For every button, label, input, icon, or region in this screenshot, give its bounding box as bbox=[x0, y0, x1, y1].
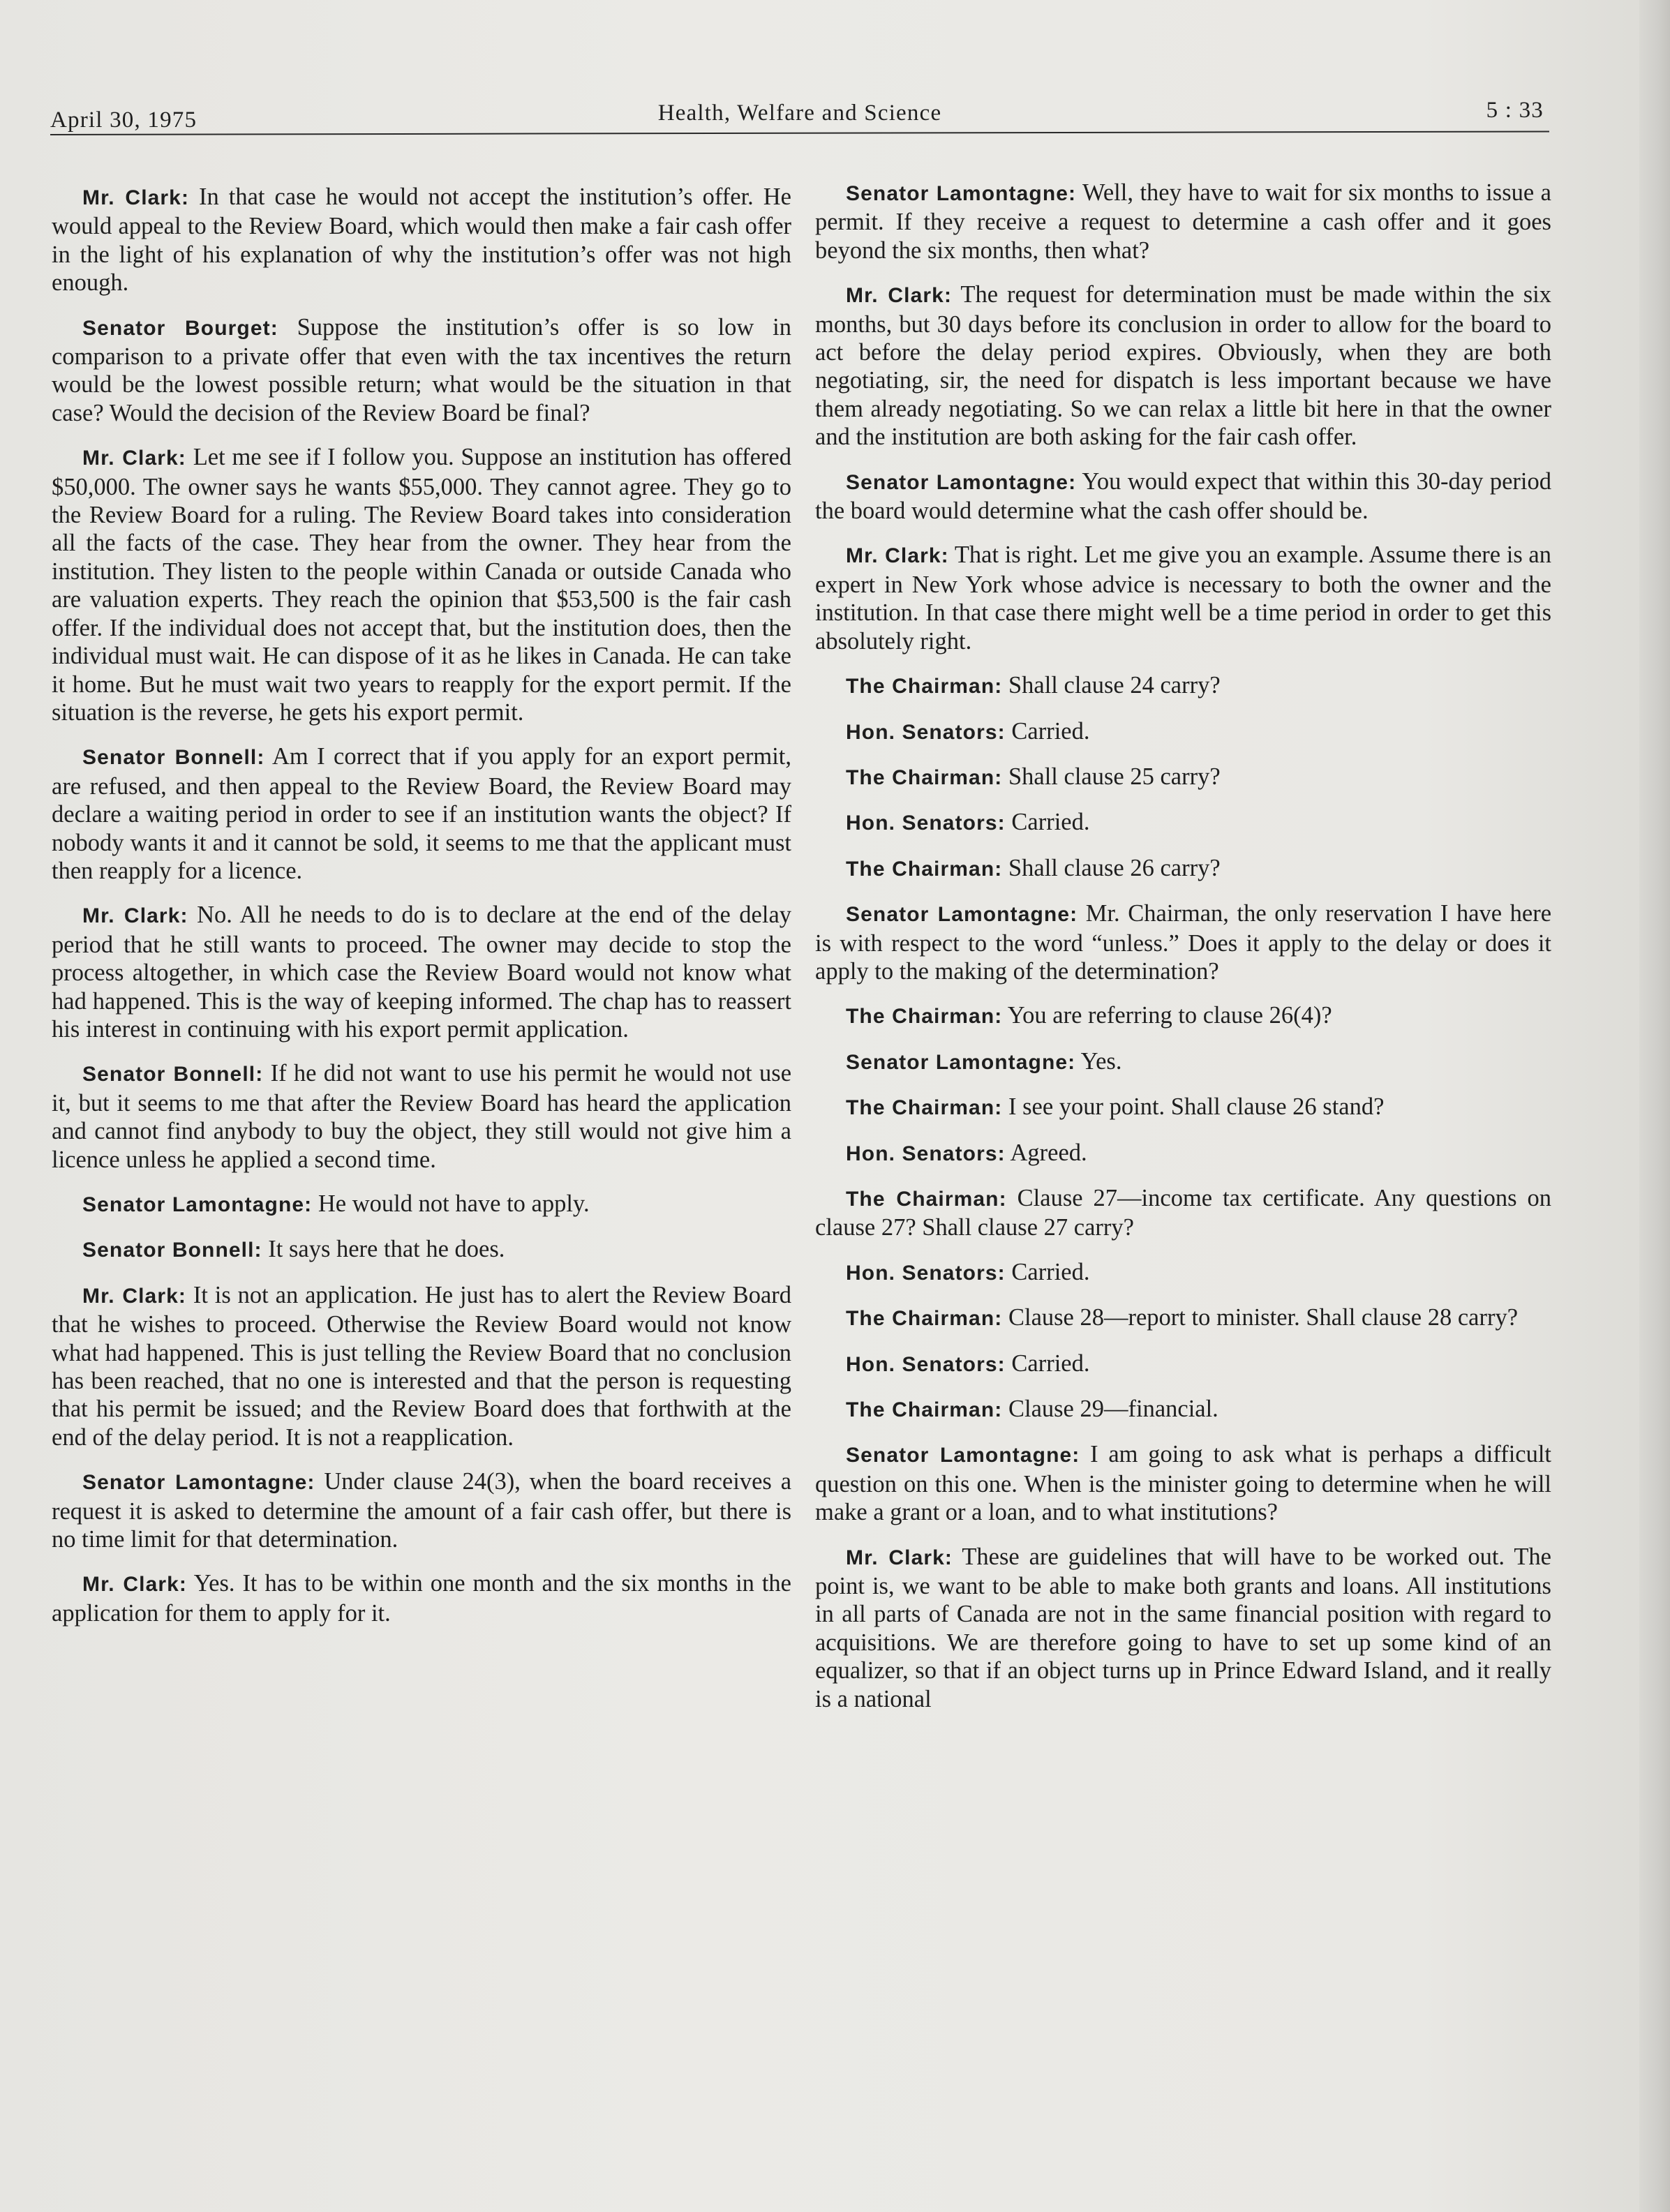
header-title: Health, Welfare and Science bbox=[657, 100, 942, 126]
transcript-paragraph bbox=[52, 1281, 791, 1451]
speech-text: It says here that he does. bbox=[268, 1236, 505, 1263]
speaker-name: Senator Lamontagne: bbox=[846, 1444, 1080, 1467]
speaker-name: The Chairman: bbox=[846, 765, 1003, 789]
header-date: April 30, 1975 bbox=[50, 107, 197, 133]
speaker-name: Mr. Clark: bbox=[82, 186, 190, 209]
speech-text: Carried. bbox=[1011, 717, 1090, 745]
transcript-paragraph bbox=[815, 808, 1551, 837]
transcript-paragraph bbox=[815, 1258, 1551, 1287]
speech-text: Am I correct that if you apply for an export permit, are refused, and then appeal to the Review Board, the Review Board may declare a waiting period in order to see if an institution wants the object? If nobody wants it and it cannot be sold, it seems to me that the applicant must then reapply for a licence. bbox=[52, 743, 791, 884]
transcript-paragraph bbox=[815, 1047, 1551, 1077]
transcript-paragraph bbox=[815, 179, 1551, 264]
transcript-paragraph bbox=[815, 1440, 1551, 1526]
transcript-paragraph bbox=[52, 901, 791, 1043]
transcript-paragraph bbox=[815, 1303, 1551, 1333]
speaker-name: Senator Bourget: bbox=[82, 316, 278, 340]
speech-text: In that case he would not accept the institution’s offer. He would appeal to the Review Board, which would then make a fair cash offer in the light of his explanation of why the institution’s offer was not high enough. bbox=[52, 184, 791, 297]
speech-text: He would not have to apply. bbox=[318, 1190, 590, 1217]
transcript-paragraph bbox=[815, 281, 1551, 451]
speech-text: Clause 28—report to minister. Shall clause 28 carry? bbox=[1008, 1304, 1519, 1331]
speech-text: Shall clause 25 carry? bbox=[1008, 763, 1221, 790]
speech-text: Mr. Chairman, the only reservation I have here is with respect to the word “unless.” Does it apply to the delay or does it apply to the making of the determination? bbox=[815, 900, 1552, 985]
speech-text: Clause 27—income tax certificate. Any questions on clause 27? Shall clause 27 carry? bbox=[815, 1184, 1551, 1241]
speaker-name: The Chairman: bbox=[846, 675, 1003, 698]
speaker-name: The Chairman: bbox=[846, 1187, 1007, 1211]
speaker-name: Mr. Clark: bbox=[82, 1284, 186, 1308]
speaker-name: Senator Lamontagne: bbox=[82, 1193, 313, 1216]
speaker-name: Hon. Senators: bbox=[846, 720, 1006, 744]
transcript-paragraph bbox=[52, 1467, 791, 1553]
speech-text: Carried. bbox=[1011, 809, 1090, 836]
speaker-name: The Chairman: bbox=[846, 1096, 1003, 1120]
transcript-paragraph bbox=[52, 313, 791, 428]
speaker-name: Mr. Clark: bbox=[846, 284, 953, 308]
speech-text: No. All he needs to do is to declare at the end of the delay period that he still wants to proceed. The owner may decide to stop the process altogether, in which case the Review Board would not know what had happened. This is the way of keeping informed. The chap has to reassert his interest in continuing with his export permit application. bbox=[52, 902, 792, 1043]
speech-text: Carried. bbox=[1011, 1258, 1090, 1285]
speaker-name: Senator Bonnell: bbox=[82, 746, 265, 770]
speech-text: Yes. bbox=[1080, 1047, 1122, 1075]
transcript-paragraph bbox=[815, 1350, 1551, 1379]
speech-text: I am going to ask what is perhaps a difficult question on this one. When is the minister going to determine when he will make a grant or a loan, and to what institutions? bbox=[815, 1441, 1552, 1526]
transcript-paragraph bbox=[52, 1059, 791, 1174]
transcript-paragraph bbox=[815, 1395, 1551, 1424]
transcript-paragraph bbox=[815, 1093, 1551, 1122]
speaker-name: Hon. Senators: bbox=[846, 1261, 1006, 1285]
header-page-number: 5 : 33 bbox=[1486, 98, 1544, 123]
transcript-paragraph bbox=[52, 742, 791, 885]
speaker-name: Mr. Clark: bbox=[846, 544, 949, 568]
speaker-name: Senator Lamontagne: bbox=[846, 1050, 1076, 1074]
transcript-paragraph bbox=[815, 1184, 1551, 1242]
speaker-name: Mr. Clark: bbox=[82, 904, 188, 928]
transcript-paragraph bbox=[815, 1543, 1551, 1713]
speech-text: You would expect that within this 30-day period the board would determine what the cash offer should be. bbox=[815, 468, 1551, 525]
speaker-name: Senator Lamontagne: bbox=[846, 182, 1077, 205]
speech-text: Under clause 24(3), when the board receives a request it is asked to determine the amount of a fair cash offer, but there is no time limit for that determination. bbox=[52, 1468, 792, 1553]
transcript-paragraph bbox=[815, 671, 1551, 701]
speech-text: That is right. Let me give you an example. Assume there is an expert in New York whose advice is necessary to both the owner and the institution. In that case there might well be a time period in order to get this absolutely right. bbox=[815, 541, 1551, 655]
speaker-name: Senator Lamontagne: bbox=[846, 470, 1077, 494]
speaker-name: Hon. Senators: bbox=[846, 812, 1006, 835]
transcript-paragraph bbox=[815, 1001, 1551, 1031]
transcript-paragraph bbox=[815, 899, 1551, 985]
speaker-name: Senator Lamontagne: bbox=[846, 903, 1078, 927]
speech-text: Well, they have to wait for six months to issue a permit. If they receive a request to determine a cash offer and it goes beyond the six months, then what? bbox=[815, 179, 1551, 264]
speech-text: You are referring to clause 26(4)? bbox=[1007, 1002, 1332, 1029]
speech-text: I see your point. Shall clause 26 stand? bbox=[1008, 1093, 1385, 1121]
speaker-name: The Chairman: bbox=[846, 1307, 1003, 1331]
speech-text: These are guidelines that will have to be worked out. The point is, we want to be able to make both grants and loans. All institutions in all parts of Canada are not in the same financial position with regard to acquisitions. We are therefore going to have to set up some kind of an equalizer, so that if an object turns up in Prince Edward Island, and it really is a national bbox=[815, 1543, 1551, 1712]
transcript-paragraph bbox=[815, 854, 1551, 883]
speaker-name: Senator Bonnell: bbox=[82, 1239, 262, 1262]
speaker-name: The Chairman: bbox=[846, 857, 1003, 881]
speech-text: Let me see if I follow you. Suppose an institution has offered $50,000. The owner says he wants $55,000. They cannot agree. They go to the Review Board for a ruling. The Review Board takes into consideration all the facts of the case. They hear from the owner. They hear from the institution. They listen to the people within Canada or outside Canada who are valuation experts. They reach the opinion that $53,500 is the fair cash offer. If the individual does not accept that, but the institution does, then the individual must wait. He can dispose of it as he likes in Canada. He can take it home. But he must wait two years to reapply for the export permit. If the situation is the reverse, he gets his export permit. bbox=[52, 444, 791, 726]
transcript-paragraph bbox=[815, 763, 1551, 792]
transcript-paragraph bbox=[815, 1139, 1551, 1168]
transcript-paragraph bbox=[52, 443, 791, 726]
transcript-paragraph bbox=[52, 1235, 791, 1264]
page-edge bbox=[1639, 0, 1670, 2212]
transcript-paragraph bbox=[52, 1190, 791, 1219]
transcript-paragraph bbox=[815, 717, 1551, 747]
speaker-name: Senator Bonnell: bbox=[82, 1063, 264, 1086]
speech-text: If he did not want to use his permit he would not use it, but it seems to me that after the Review Board has heard the application and cannot find anybody to buy the object, they still would not give him a licence unless he applied a second time. bbox=[52, 1060, 792, 1173]
speaker-name: Hon. Senators: bbox=[846, 1142, 1006, 1165]
speech-text: Agreed. bbox=[1010, 1139, 1087, 1166]
speaker-name: Senator Lamontagne: bbox=[82, 1471, 315, 1495]
transcript-paragraph bbox=[52, 183, 791, 297]
speech-text: Clause 29—financial. bbox=[1008, 1396, 1218, 1422]
speech-text: The request for determination must be made within the six months, but 30 days before its conclusion in order to allow for the board to act before the delay period expires. Obviously, when they are both negotiating, sir, the need for dispatch is less important because we have them already negotiating. So we can relax a little bit here in that the owner and the institution are both asking for the fair cash offer. bbox=[815, 281, 1551, 451]
speaker-name: The Chairman: bbox=[846, 1398, 1003, 1421]
speaker-name: Mr. Clark: bbox=[82, 447, 186, 470]
speaker-name: Hon. Senators: bbox=[846, 1352, 1006, 1376]
right-column bbox=[815, 179, 1551, 1729]
left-column bbox=[52, 183, 791, 1643]
transcript-paragraph bbox=[52, 1569, 791, 1627]
transcript-paragraph bbox=[815, 468, 1551, 525]
speech-text: Yes. It has to be within one month and the six months in the application for them to apply for it. bbox=[52, 1570, 791, 1627]
speech-text: It is not an application. He just has to alert the Review Board that he wishes to proceed. Otherwise the Review Board would not know what had happened. This is just telling the Review Board that no conclusion has been reached, that no one is interested and that the person is requesting that his permit be issued; and the Review Board does that forthwith at the end of the delay period. It is not a reapplication. bbox=[52, 1281, 791, 1451]
speech-text: Suppose the institution’s offer is so low in comparison to a private offer that even with the tax incentives the return would be the lowest possible return; what would be the situation in that case? Would the decision of the Review Board be final? bbox=[52, 313, 791, 426]
speaker-name: Mr. Clark: bbox=[82, 1573, 188, 1597]
speaker-name: The Chairman: bbox=[846, 1005, 1003, 1029]
speech-text: Shall clause 24 carry? bbox=[1008, 672, 1221, 699]
transcript-paragraph bbox=[815, 541, 1551, 655]
speech-text: Carried. bbox=[1011, 1350, 1090, 1377]
speaker-name: Mr. Clark: bbox=[846, 1546, 953, 1569]
speech-text: Shall clause 26 carry? bbox=[1008, 854, 1221, 881]
